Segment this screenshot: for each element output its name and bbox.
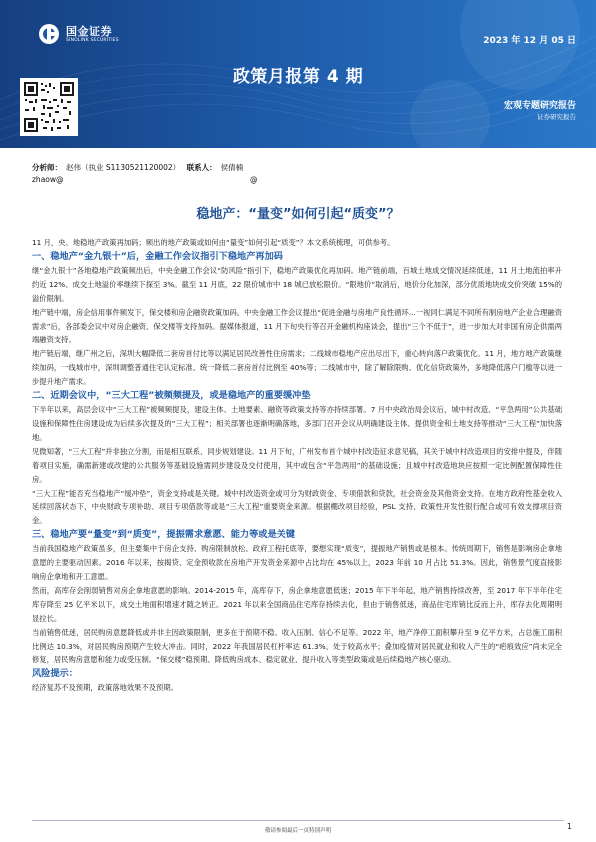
section-2-heading: 二、近期会议中，“三大工程”被频频提及，或是稳地产的重要缓冲垫 <box>32 390 311 402</box>
contact-name: 侯倩楠 <box>220 163 244 172</box>
analyst-email[interactable]: zhaow@ <box>32 175 64 184</box>
section-3-paragraph: 当前我国稳地产政策虽多，但主要集中于房企支持、购房限制放松、政府工程托底等，要想实现“质变”，提振地产销售或是根本。传统周期下，销售是影响房企拿地意愿的主要驱动因素。2016 年以来，按揭贷、定金预收款在房地产开发资金来源中占比均在 45%以上，2023 年前 10 月占比 51.3%。因此，销售景气度直接影响房企拿地和开工意愿。 <box>32 544 562 582</box>
footer-divider <box>32 820 564 821</box>
page-number: 1 <box>566 822 572 831</box>
company-logo-icon <box>38 23 60 45</box>
qr-code-icon <box>23 81 75 133</box>
logo-english-name: SINOLINK SECURITIES <box>66 37 119 43</box>
disclaimer-notice: 敬请参阅最后一页特别声明 <box>264 828 331 834</box>
section-3-paragraph: 然而，高库存会削弱销售对房企拿地意愿的影响。2014-2015 年，高库存下，房企拿地意愿低迷；2015 年下半年起，地产销售持续改善，至 2017 年下半年住宅库存降至 25 亿平米以下，成交土地面积增速才随之转正。2021 年以来全国商品住宅库存持续去化，但由于销售低迷，商品住宅库销比反而上升，库存去化周期明显拉长。 <box>32 585 562 623</box>
page-footer <box>0 820 596 842</box>
section-2-paragraph: 见微知著，“三大工程”并非独立分割，而是相互联系、同步规划建设。11 月下旬，广州发布首个城中村改造征求意见稿，其关于城中村改造项目的安排中提及，伴随着项目实施，确需新建或改建的公共服务等基础设施需同步建设及交付使用，其中或包含“平急两用”的基础设施；且城中村改造地块应按照一定比例配置保障性住房。 <box>32 446 562 484</box>
analyst-info <box>32 162 258 186</box>
risk-heading: 风险提示： <box>32 668 78 680</box>
section-2-paragraph: “三大工程”能否充当稳地产“缓冲垫”，资金支持或是关键。城中村改造资金或可分为财政资金、专项借款和贷款，社会资金及其他资金支持。在地方政府性基金收入延续回落状态下，中央财政专项补助、项目专项借款等或是“三大工程”重要资金来源。根据棚改项目经验，PSL 支持、政策性开发性银行配合或可有效支撑项目资金。 <box>32 488 562 526</box>
report-title: 政策月报第 4 期 <box>232 67 364 87</box>
section-1-heading: 一、稳地产“金九银十”后，金融工作会议指引下稳地产再加码 <box>32 250 283 262</box>
risk-paragraph: 经济复苏不及预期，政策落地效果不及预期。 <box>32 683 178 693</box>
report-banner <box>0 0 596 148</box>
section-2-paragraph: 下半年以来，高层会议中“三大工程”被频频提及，建设主体、土地要素、融资等政策支持等亦持续部署。7 月中央政治局会议后，城中村改造、“平急两用”公共基础设施和保障性住房建设成为后续多次提及的“三大工程”；相关部署也逐渐明确落地，多部门召开会议从明确建设主体、提供资金和土地支持等推动“三大工程”加快落地。 <box>32 405 562 442</box>
company-logo <box>0 20 128 48</box>
article-headline: 稳地产：“量变”如何引起“质变”？ <box>196 207 400 222</box>
contact-email[interactable]: @ <box>250 175 258 184</box>
report-type: 宏观专题研究报告 <box>503 101 576 111</box>
report-date: 2023 年 12 月 05 日 <box>483 36 576 46</box>
analyst-label: 分析师： <box>32 163 62 172</box>
logo-chinese-name: 国金证券 <box>66 24 112 38</box>
section-3-paragraph: 当前销售低迷，居民购房意愿降低或并非主因政策限制，更多在于预期不稳、收入压制、信心不足等。2022 年，地产净停工面积攀升至 9 亿平方米，占总施工面积比例达 10.3%，对居民购房预期产生较大冲击。同时，2022 年我国居民杠杆率达 61.3%、处于较高水平；叠加疫情对居民就业和收入产生的“疤痕效应”尚未完全修复，居民购房意愿和能力或受压制。“保交楼”稳预期、降低购房成本、稳定就业、提升收入等类型政策或是后续稳地产核心驱动。 <box>32 627 562 665</box>
article-body <box>32 236 562 695</box>
intro-paragraph: 11 月，央、地稳地产政策再加码；频出的地产政策或如何由“量变”如何引起“质变”？本文系统梳理，可供参考。 <box>32 238 395 247</box>
section-1-paragraph: 继“金九银十”各地稳地产政策频出后，中央金融工作会议“防风险”指引下，稳地产政策优化再加码。地产链前端，百城土地成交情况延续低迷，11 月土地流拍率升约近 12%、成交土地溢价率继续下探至 3%。截至 11 月底，22 限价城市中 18 城已放松限价。“限地价”取消后，地价分化加深，部分优质地块成交价突破 15%的溢价限制。 <box>32 265 562 303</box>
contact-label: 联系人： <box>186 163 217 172</box>
section-1-paragraph: 地产链后端，继广州之后，深圳大幅降低二套房首付比等以满足居民改善性住房需求；二线城市稳地产应出尽出下，重心转向落户政策优化。11 月，地方地产政策继续加码，一线城市中，深圳调整普通住宅认定标准、统一降低二套房首付比例至 40%等；二线城市中，除了解除限购、优化信贷政策外，多地降低落户门槛等以进一步提升地产需求。 <box>32 349 562 387</box>
section-3-heading: 三、稳地产要“量变”到“质变”，提振需求意愿、能力等或是关键 <box>32 529 296 541</box>
section-1-paragraph: 地产链中端，房企信用事件频发下，保交楼和房企融资政策加码。中央金融工作会议提出“促进金融与房地产良性循环...一视同仁满足不同所有制房地产企业合理融资需求”后，各部委会议中对房企融资、保交楼等支持加码。据媒体报道，11 月下旬央行等召开金融机构座谈会，提出“三个不低于”，进一步加大对非国有房企供需两端融资支持。 <box>32 307 562 345</box>
analyst-name: 赵伟（执业 S1130521120002） <box>66 163 181 172</box>
report-category: 证券研究报告 <box>537 113 576 121</box>
